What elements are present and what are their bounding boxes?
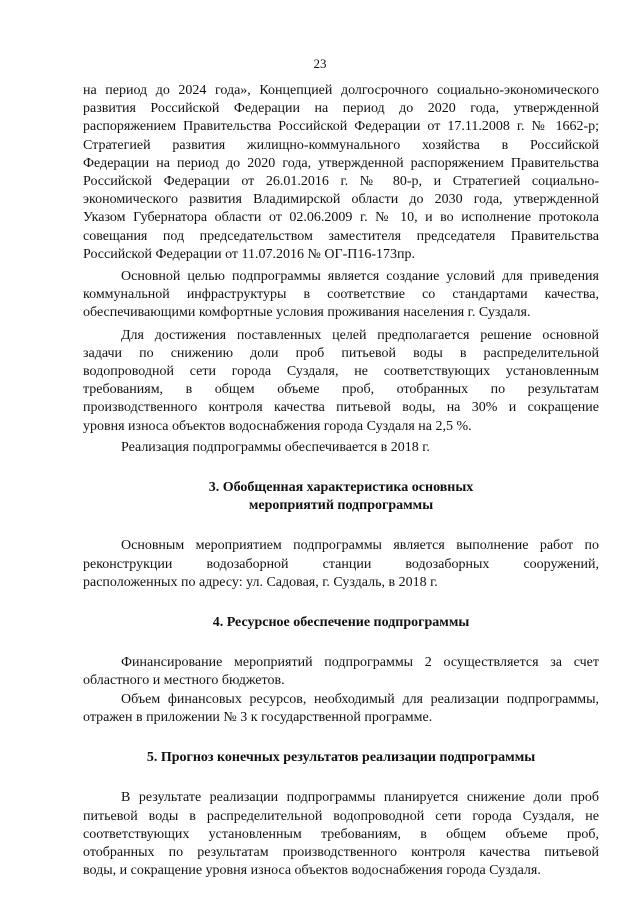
text-line: реконструкции водозаборной станции водозаборных сооружений, <box>83 556 599 572</box>
text-line: экономического развития Владимирской области до 2030 года, утвержденной <box>83 192 599 208</box>
text-line: уровня износа объектов водоснабжения города Суздаля на 2,5 %. <box>83 418 472 434</box>
text-line: обеспечивающими комфортные условия проживания населения г. Суздаля. <box>83 305 531 321</box>
text-line: Российской Федерации от 26.01.2016 г. № 80-р, и Стратегией социально- <box>83 174 599 190</box>
section-3-heading <box>83 479 599 515</box>
text-line: Реализация подпрограммы обеспечивается в 2018 г. <box>121 439 430 455</box>
text-line: на период до 2024 года», Концепцией долгосрочного социально-экономического <box>83 83 599 98</box>
text-line: Федерации на период до 2020 года, утвержденной распоряжением Правительства <box>83 155 599 171</box>
text-line: воды, и сокращение уровня износа объектов водоснабжения города Суздаля. <box>83 863 541 879</box>
text-line: Основной целью подпрограммы является создание условий для приведения <box>121 269 599 285</box>
text-line: требованиям, в общем объеме проб, отобранных по результатам <box>83 382 599 398</box>
text-line: водопроводной сети города Суздаля, не соответствующих установленным <box>83 364 599 380</box>
text-line: Указом Губернатора области от 02.06.2009 г. № 10, и во исполнение протокола <box>83 210 599 226</box>
section-3-paragraph <box>83 537 599 592</box>
text-line: совещания под председательством заместителя председателя Правительства <box>83 228 599 244</box>
page-number: 23 <box>313 56 327 71</box>
implementation-paragraph <box>83 439 599 457</box>
goal-paragraph <box>83 268 599 323</box>
task-paragraph <box>83 327 599 436</box>
text-line: соответствующих установленным требованиям, в общем объеме проб, <box>83 826 599 842</box>
text-line: Финансирование мероприятий подпрограммы 2 осуществляется за счет <box>121 655 599 671</box>
text-line: областного и местного бюджетов. <box>83 673 285 689</box>
section-5-paragraph <box>83 789 599 880</box>
text-line: Объем финансовых ресурсов, необходимый для реализации подпрограммы, <box>121 691 599 707</box>
section-4-paragraph-2 <box>83 691 599 727</box>
heading-line: 3. Обобщенная характеристика основных <box>208 480 474 496</box>
text-line: Российской Федерации от 11.07.2016 № ОГ-П16-173пр. <box>83 246 416 262</box>
text-line: распоряжением Правительства Российской Федерации от 17.11.2008 г. № 1662-р; <box>83 119 599 135</box>
text-line: расположенных по адресу: ул. Садовая, г. Суздаль, в 2018 г. <box>83 574 438 590</box>
heading-line: мероприятий подпрограммы <box>248 498 434 514</box>
text-line: Основным мероприятием подпрограммы является выполнение работ по <box>121 538 599 554</box>
text-line: питьевой воды в распределительной водопроводной сети города Суздаля, не <box>83 808 599 824</box>
text-line: развития Российской Федерации на период до 2020 года, утвержденной <box>83 101 599 117</box>
intro-paragraph <box>83 82 599 264</box>
section-5-heading: 5. Прогноз конечных результатов реализации подпрограммы <box>146 750 536 766</box>
text-line: производственного контроля качества питьевой воды, на 30% и сокращение <box>83 400 599 416</box>
text-line: Для достижения поставленных целей предполагается решение основной <box>121 327 599 343</box>
text-line: Стратегией развития жилищно-коммунального хозяйства в Российской <box>83 137 599 153</box>
text-line: задачи по снижению доли проб питьевой воды в распределительной <box>83 345 599 361</box>
section-4-paragraph-1 <box>83 654 599 690</box>
text-line: отобранных по результатам производственного контроля качества питьевой <box>83 844 599 860</box>
section-4-heading: 4. Ресурсное обеспечение подпрограммы <box>212 615 470 631</box>
text-line: отражен в приложении № 3 к государственной программе. <box>83 709 433 725</box>
text-line: В результате реализации подпрограммы планируется снижение доли проб <box>121 790 599 806</box>
page-content <box>83 82 599 880</box>
text-line: коммунальной инфраструктуры в соответствие со стандартами качества, <box>83 287 599 303</box>
